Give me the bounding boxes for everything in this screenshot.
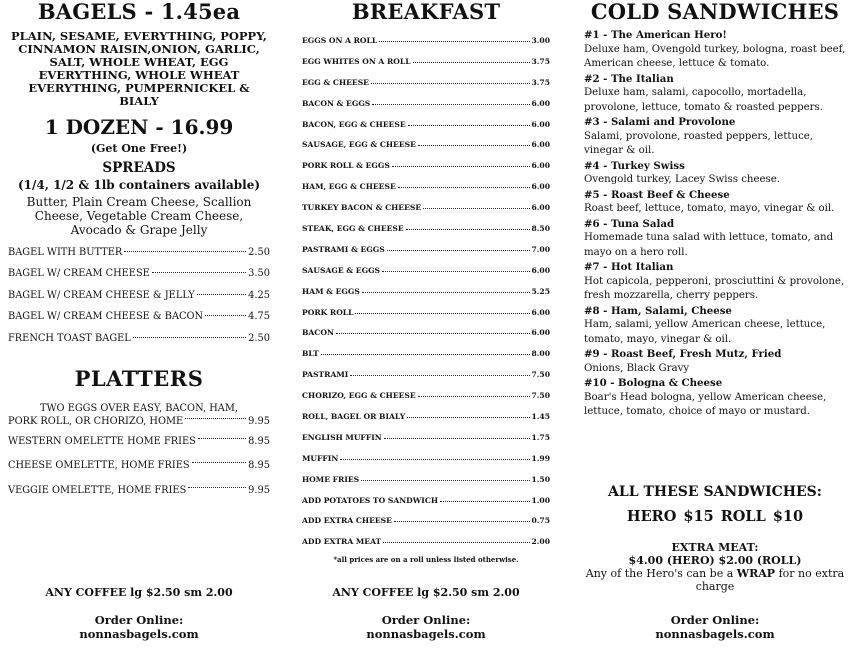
sandwich-title: #6 - Tuna Salad xyxy=(584,217,675,230)
item-price: 1.00 xyxy=(531,495,550,505)
item-name: BACON & EGGS xyxy=(302,98,371,108)
menu-item xyxy=(8,311,270,332)
order-online-label: Order Online: xyxy=(670,613,760,627)
menu-item xyxy=(300,406,552,427)
item-name: PASTRAMI & EGGS xyxy=(302,244,385,254)
item-price: 6.00 xyxy=(531,140,550,150)
item-name: EGGS ON A ROLL xyxy=(302,35,378,45)
order-online-link[interactable]: nonnasbagels.com xyxy=(366,627,486,641)
sandwich-desc: Hot capicola, pepperoni, prosciuttini & provolone, fresh mozzarella, cherry peppers. xyxy=(584,275,845,301)
platters-list xyxy=(8,415,270,503)
item-name: BAGEL W/ CREAM CHEESE & JELLY xyxy=(8,289,195,301)
item-price: 1.45 xyxy=(531,411,550,421)
menu-item xyxy=(8,429,270,454)
item-name: BLT xyxy=(302,349,319,359)
sandwich-desc: Onions, Black Gravy xyxy=(584,362,690,374)
item-name: PASTRAMI xyxy=(302,370,349,380)
sandwich-desc: Roast beef, lettuce, tomato, mayo, vinegar & oil. xyxy=(584,203,835,214)
item-price: 7.00 xyxy=(531,244,550,254)
sandwich-list xyxy=(584,28,846,420)
item-name: ADD EXTRA CHEESE xyxy=(302,516,392,526)
menu-item xyxy=(300,364,552,385)
sandwich-item xyxy=(584,115,846,159)
item-price: 6.00 xyxy=(531,161,550,171)
sandwich-desc: Deluxe ham, Ovengold turkey, bologna, roast beef, American cheese, lettuce & tomato. xyxy=(584,43,846,69)
bagels-column xyxy=(8,0,270,654)
sandwich-item xyxy=(584,217,846,261)
menu-item xyxy=(300,281,552,302)
item-price: 6.00 xyxy=(531,203,550,213)
item-name: PORK ROLL xyxy=(302,307,354,317)
menu-item xyxy=(300,322,552,343)
sandwich-desc: Salami, provolone, roasted peppers, lettuce, vinegar & oil. xyxy=(584,130,814,156)
item-price: 5.25 xyxy=(531,286,550,296)
item-price: 4.25 xyxy=(248,289,270,301)
extra-meat-title: EXTRA MEAT: xyxy=(671,541,759,554)
spreads-title: SPREADS xyxy=(102,160,176,176)
item-price: 7.50 xyxy=(531,391,550,401)
item-name: SAUSAGE, EGG & CHEESE xyxy=(302,140,416,150)
breakfast-column xyxy=(300,0,552,654)
menu-item xyxy=(300,260,552,281)
item-price: 6.00 xyxy=(531,182,550,192)
menu-item xyxy=(8,478,270,503)
item-price: 2.50 xyxy=(248,247,270,258)
menu-item xyxy=(300,176,552,197)
sandwich-item xyxy=(584,376,846,420)
menu-item xyxy=(300,155,552,176)
menu-item xyxy=(300,72,552,93)
item-price: 2.00 xyxy=(531,537,550,547)
sandwich-title: #8 - Ham, Salami, Cheese xyxy=(584,304,732,317)
menu-item xyxy=(8,453,270,478)
item-price: 6.00 xyxy=(531,328,550,338)
item-name: EGG WHITES ON A ROLL xyxy=(302,56,411,66)
item-name: FRENCH TOAST BAGEL xyxy=(8,332,131,344)
item-name: STEAK, EGG & CHEESE xyxy=(302,223,404,233)
menu-item xyxy=(8,333,270,354)
item-price: 6.00 xyxy=(531,265,550,275)
menu-item xyxy=(300,385,552,406)
item-price: 3.50 xyxy=(248,268,270,280)
sandwich-desc: Ham, salami, yellow American cheese, lettuce, tomato, mayo, vinegar & oil. xyxy=(584,319,826,345)
item-price: 3.75 xyxy=(531,56,550,66)
menu-item xyxy=(8,290,270,311)
all-sandwiches-heading: ALL THESE SANDWICHES: xyxy=(608,484,822,500)
spreads-list: Butter, Plain Cream Cheese, Scallion Cheese, Vegetable Cream Cheese, Avocado & Grape Jelly xyxy=(26,195,252,237)
item-name: ADD POTATOES TO SANDWICH xyxy=(302,495,439,505)
order-online-label: Order Online: xyxy=(381,613,471,627)
item-name: BAGEL WITH BUTTER xyxy=(8,247,123,258)
bagel-items-list xyxy=(8,247,270,354)
item-name: HAM & EGGS xyxy=(302,286,360,296)
item-name: TURKEY BACON & CHEESE xyxy=(302,203,422,213)
menu-item xyxy=(300,448,552,469)
sandwich-item xyxy=(584,260,846,304)
menu-item xyxy=(300,239,552,260)
item-name: HOME FRIES xyxy=(302,474,360,484)
sandwich-desc: Deluxe ham, salami, capocollo, mortadella, provolone, lettuce, tomato & roasted peppers. xyxy=(584,87,823,113)
item-price: 3.00 xyxy=(531,35,550,45)
item-name: BAGEL W/ CREAM CHEESE xyxy=(8,268,150,280)
item-price: 6.00 xyxy=(531,307,550,317)
item-price: 0.75 xyxy=(531,516,550,526)
order-online-link[interactable]: nonnasbagels.com xyxy=(655,627,775,641)
item-price: 8.50 xyxy=(531,223,550,233)
item-price: 8.95 xyxy=(248,460,270,472)
item-name: BAGEL W/ CREAM CHEESE & BACON xyxy=(8,311,204,323)
sandwich-desc: Boar's Head bologna, yellow American cheese, lettuce, tomato, choice of mayo or mustard. xyxy=(584,391,827,417)
sandwich-desc: Ovengold turkey, Lacey Swiss cheese. xyxy=(584,174,781,185)
item-price: 8.95 xyxy=(248,435,270,447)
menu-item xyxy=(8,415,270,429)
menu-item xyxy=(300,218,552,239)
sandwich-item xyxy=(584,159,846,188)
menu-item xyxy=(300,510,552,531)
bagels-title: BAGELS - 1.45ea xyxy=(37,0,241,24)
sandwich-title: #10 - Bologna & Cheese xyxy=(584,377,723,389)
sandwich-item xyxy=(584,304,846,348)
sandwich-item xyxy=(584,347,846,376)
item-price: 1.75 xyxy=(531,432,550,442)
wrap-note: Any of the Hero's can be a WRAP for no extra charge xyxy=(585,567,845,593)
extra-meat xyxy=(584,541,846,593)
item-price: 1.50 xyxy=(531,474,550,484)
sandwich-prices: HERO $15 ROLL $10 xyxy=(626,508,804,525)
platter-first-line: TWO EGGS OVER EASY, BACON, HAM, xyxy=(39,402,239,414)
item-name: HAM, EGG & CHEESE xyxy=(302,182,396,192)
order-online xyxy=(300,613,552,641)
item-name: CHORIZO, EGG & CHEESE xyxy=(302,391,416,401)
item-name: BACON, EGG & CHEESE xyxy=(302,119,406,129)
sandwich-title: #5 - Roast Beef & Cheese xyxy=(584,188,730,201)
order-online xyxy=(584,613,846,641)
cold-sandwiches-column xyxy=(584,0,846,654)
item-price: 3.75 xyxy=(531,77,550,87)
breakfast-note: *all prices are on a roll unless listed otherwise. xyxy=(333,555,519,565)
coffee-price: ANY COFFEE lg $2.50 sm 2.00 xyxy=(45,586,233,599)
item-name: VEGGIE OMELETTE, HOME FRIES xyxy=(8,484,187,496)
item-price: 6.00 xyxy=(531,119,550,129)
item-price: 1.99 xyxy=(531,453,550,463)
menu-item xyxy=(300,469,552,490)
item-name: CHEESE OMELETTE, HOME FRIES xyxy=(8,460,190,472)
order-online-label: Order Online: xyxy=(94,613,184,627)
cold-sandwiches-title: COLD SANDWICHES xyxy=(590,0,840,24)
dozen-note: (Get One Free!) xyxy=(90,142,188,155)
item-name: ROLL, BAGEL OR BIALY xyxy=(302,411,406,421)
sandwich-item xyxy=(584,188,846,217)
item-name: BACON xyxy=(302,328,334,338)
dozen-price: 1 DOZEN - 16.99 xyxy=(44,115,234,139)
menu-item xyxy=(300,427,552,448)
item-name: ENGLISH MUFFIN xyxy=(302,432,382,442)
menu-item xyxy=(300,114,552,135)
item-price: 7.50 xyxy=(531,370,550,380)
menu-item xyxy=(8,247,270,268)
item-price: 9.95 xyxy=(248,484,270,496)
item-name: PORK ROLL & EGGS xyxy=(302,161,390,171)
item-name: SAUSAGE & EGGS xyxy=(302,265,381,275)
item-price: 2.50 xyxy=(248,332,270,344)
menu-item xyxy=(8,268,270,289)
menu-item xyxy=(300,51,552,72)
item-name: PORK ROLL, OR CHORIZO, HOME xyxy=(8,416,184,428)
item-name: EGG & CHEESE xyxy=(302,77,369,87)
sandwich-title: #4 - Turkey Swiss xyxy=(584,159,685,172)
order-online xyxy=(8,613,270,641)
sandwich-item xyxy=(584,72,846,116)
item-price: 4.75 xyxy=(248,311,270,323)
menu-item xyxy=(300,343,552,364)
sandwich-title: #3 - Salami and Provolone xyxy=(584,116,736,128)
menu-item xyxy=(300,93,552,114)
item-name: ADD EXTRA MEAT xyxy=(302,537,382,547)
sandwich-desc: Homemade tuna salad with lettuce, tomato, and mayo on a hero roll. xyxy=(584,232,834,258)
menu-item xyxy=(300,490,552,511)
sandwich-title: #1 - The American Hero! xyxy=(584,29,727,41)
item-price: 6.00 xyxy=(531,98,550,108)
item-name: MUFFIN xyxy=(302,453,339,463)
platters-title: PLATTERS xyxy=(74,365,204,391)
coffee-price: ANY COFFEE lg $2.50 sm 2.00 xyxy=(332,586,520,599)
sandwich-title: #2 - The Italian xyxy=(584,72,674,85)
sandwich-title: #9 - Roast Beef, Fresh Mutz, Fried xyxy=(584,348,782,360)
extra-meat-prices: $4.00 (HERO) $2.00 (ROLL) xyxy=(628,554,802,567)
menu-item xyxy=(300,134,552,155)
menu-item xyxy=(300,302,552,323)
order-online-link[interactable]: nonnasbagels.com xyxy=(79,627,199,641)
breakfast-title: BREAKFAST xyxy=(351,0,501,24)
item-price: 8.00 xyxy=(531,349,550,359)
sandwich-item xyxy=(584,28,846,72)
breakfast-items-list xyxy=(300,30,552,552)
menu-item xyxy=(300,30,552,51)
menu-item xyxy=(300,531,552,552)
sandwich-title: #7 - Hot Italian xyxy=(584,261,674,273)
spreads-note: (1/4, 1/2 & 1lb containers available) xyxy=(17,178,261,192)
item-name: WESTERN OMELETTE HOME FRIES xyxy=(8,435,196,447)
item-price: 9.95 xyxy=(248,416,270,428)
menu-item xyxy=(300,197,552,218)
bagel-flavors: PLAIN, SESAME, EVERYTHING, POPPY, CINNAMON RAISIN,ONION, GARLIC, SALT, WHOLE WHEAT, EGG EVERYTHING, WHOLE WHEAT EVERYTHING, PUMPERNICKEL & BIALY xyxy=(11,29,267,108)
